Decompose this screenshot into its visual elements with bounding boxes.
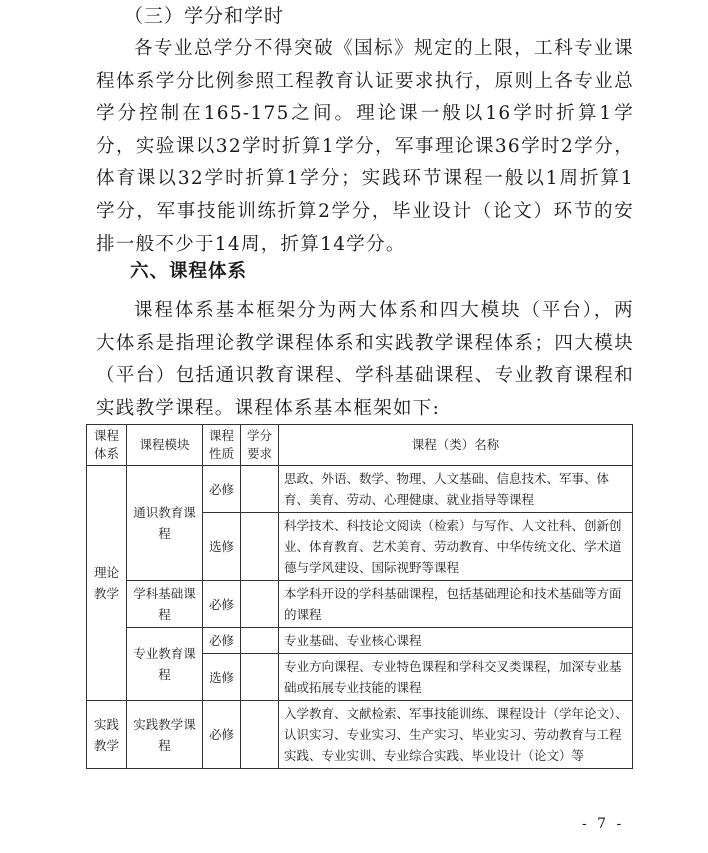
cell-module-general: 通识教育课程 — [127, 466, 203, 581]
cell-nature: 选修 — [203, 513, 241, 581]
cell-credit — [241, 628, 279, 654]
cell-nature: 必修 — [203, 581, 241, 628]
header-module: 课程模块 — [127, 425, 203, 466]
paragraph-credits: 各专业总学分不得突破《国标》规定的上限，工科专业课程体系学分比例参照工程教育认证要求执行，原则上各专业总学分控制在165-175之间。理论课一般以16学时折算1学分，实验课以32学时折算1学分，军事理论课36学时2学分，体育课以32学时折算1学分；实践环节课程一般以1周折算1学分，军事技能训练折算2学分，毕业设计（论文）环节的安排一般不少于14周，折算14学分。 — [96, 38, 634, 255]
table-header-row — [87, 425, 633, 466]
paragraph-course-system: 课程体系基本框架分为两大体系和四大模块（平台），两大体系是指理论教学课程体系和实践教学课程体系；四大模块（平台）包括通识教育课程、学科基础课程、专业教育课程和实践教学课程。课程体系基本框架如下: — [96, 300, 634, 419]
table-row — [87, 466, 633, 513]
cell-course-name: 入学教育、文献检索、军事技能训练、课程设计（学年论文）、认识实习、专业实习、生产实习、毕业实习、劳动教育与工程实践、专业实训、专业综合实践、毕业设计（论文）等 — [279, 701, 633, 769]
cell-nature: 必修 — [203, 701, 241, 769]
cell-course-name: 本学科开设的学科基础课程，包括基础理论和技术基础等方面的课程 — [279, 581, 633, 628]
subsection-title: （三）学分和学时 — [124, 5, 285, 27]
table-row — [87, 628, 633, 654]
cell-course-name: 思政、外语、数学、物理、人文基础、信息技术、军事、体育、美育、劳动、心理健康、就业指导等课程 — [279, 466, 633, 513]
header-course-name: 课程（类）名称 — [279, 425, 633, 466]
cell-module-major: 专业教育课程 — [127, 628, 203, 701]
cell-nature: 选修 — [203, 654, 241, 701]
cell-nature: 必修 — [203, 628, 241, 654]
cell-course-name: 专业方向课程、专业特色课程和学科交叉类课程，加深专业基础或拓展专业技能的课程 — [279, 654, 633, 701]
cell-module-practice: 实践教学课程 — [127, 701, 203, 769]
cell-system-practice: 实践教学 — [87, 701, 127, 769]
header-credit: 学分要求 — [241, 425, 279, 466]
section-title: 六、课程体系 — [130, 261, 248, 282]
cell-module-basic: 学科基础课程 — [127, 581, 203, 628]
cell-credit — [241, 466, 279, 513]
cell-course-name: 科学技术、科技论文阅读（检索）与写作、人文社科、创新创业、体育教育、艺术美育、劳动教育、中华传统文化、学术道德与学风建设、国际视野等课程 — [279, 513, 633, 581]
cell-nature: 必修 — [203, 466, 241, 513]
cell-course-name: 专业基础、专业核心课程 — [279, 628, 633, 654]
cell-credit — [241, 581, 279, 628]
cell-credit — [241, 513, 279, 581]
page-number: - 7 - — [582, 816, 625, 832]
header-system: 课程体系 — [87, 425, 127, 466]
table-row — [87, 581, 633, 628]
cell-system-theory: 理论教学 — [87, 466, 127, 701]
cell-credit — [241, 654, 279, 701]
course-system-table — [86, 424, 633, 769]
header-nature: 课程性质 — [203, 425, 241, 466]
cell-credit — [241, 701, 279, 769]
table-row — [87, 701, 633, 769]
